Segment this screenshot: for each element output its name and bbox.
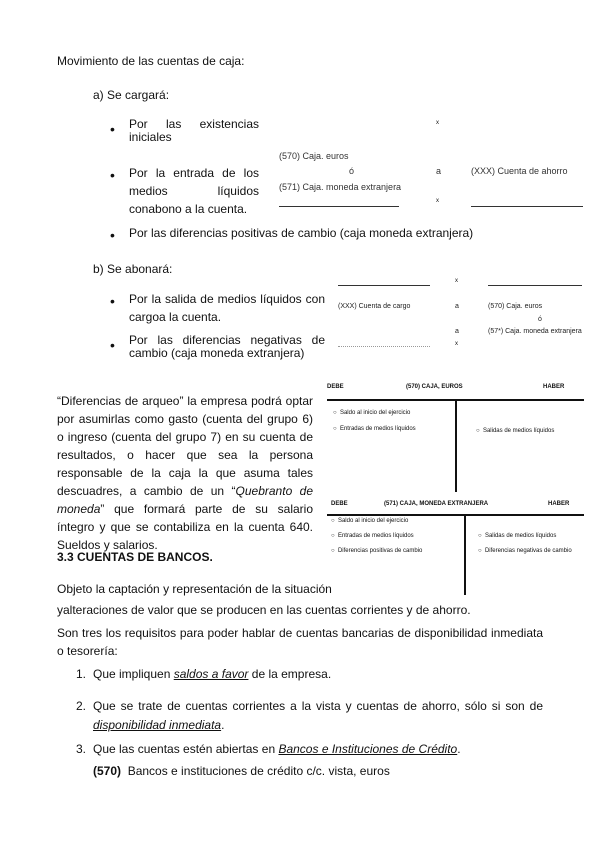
abonara-title: b) Se abonará: [93,262,173,276]
account-570: (570) Bancos e instituciones de crédito c/c. vista, euros [93,764,390,778]
t2-debit-item: ○ Entradas de medios líquidos [331,533,414,539]
t1-debe: DEBE [327,384,344,390]
requisitos-paragraph: Son tres los requisitos para poder hablar de cuentas bancarias de disponibilidad inmediata o tesorería: [57,626,543,658]
entry2-x-bottom: x [455,341,458,347]
entry2-o: ó [538,316,542,323]
abonara-item-1: Por la salida de medios líquidos con cargoa la cuenta. [129,292,325,324]
list-number: 3. [76,742,87,756]
cargara-title: a) Se cargará: [93,88,170,102]
objeto-line-1: Objeto la captación y representación de la situación [57,582,332,596]
t1-debit-item: ○ Saldo al inicio del ejercicio [333,410,411,416]
t2-haber: HABER [548,501,570,507]
cargara-item-3: Por las diferencias positivas de cambio (caja moneda extranjera) [129,226,474,240]
t2-top-line [327,514,584,516]
entry2-left-line-bottom [338,346,430,347]
heading: Movimiento de las cuentas de caja: [57,54,245,68]
t1-divider [455,400,457,492]
entry1-left-line [279,206,399,207]
t2-credit-item: ○ Salidas de medios líquidos [478,533,557,539]
requisito-3: Que las cuentas estén abiertas en Bancos e Instituciones de Crédito. [93,742,461,756]
entry2-a: a [455,303,459,310]
cargara-item-2: Por la entrada de los medios líquidos conabono a la cuenta. [129,166,259,216]
t2-debit-item: ○ Saldo al inicio del ejercicio [331,518,409,524]
requisito-1: Que impliquen saldos a favor de la empresa. [93,667,332,681]
entry2-right-line [488,285,582,286]
t2-debe: DEBE [331,501,348,507]
requisito-2: Que se trate de cuentas corrientes a la vista y cuentas de ahorro, sólo si son de disponibilidad inmediata. [93,699,543,732]
entry1-a: a [436,166,442,176]
entry2-credit-2: (57*) Caja. moneda extranjera [488,328,582,335]
entry1-right-line [471,206,583,207]
section-title: 3.3 CUENTAS DE BANCOS. [57,550,213,564]
t1-title: (570) CAJA, EUROS [406,384,463,390]
bullet: • [110,337,115,353]
entry2-debit: (XXX) Cuenta de cargo [338,303,411,310]
t2-title: (571) CAJA, MONEDA EXTRANJERA [384,501,489,507]
entry1-x-top: x [436,120,439,126]
list-number: 1. [76,667,87,681]
entry1-x-bottom: x [436,198,439,204]
t2-credit-item: ○ Diferencias negativas de cambio [478,548,572,554]
abonara-item-2: Por las diferencias negativas de cambio (caja moneda extranjera) [129,333,325,360]
entry2-x-top: x [455,278,458,284]
objeto-line-2: yalteraciones de valor que se producen en las cuentas corrientes y de ahorro. [57,603,471,617]
bullet: • [110,121,115,137]
entry1-credit: (XXX) Cuenta de ahorro [471,166,568,176]
entry2-left-line [338,285,430,286]
entry1-debit-1: (570) Caja. euros [279,151,349,161]
t1-credit-item: ○ Salidas de medios líquidos [476,428,555,434]
cargara-item-1: Por las existencias iniciales [129,117,259,144]
t2-debit-item: ○ Diferencias positivas de cambio [331,548,423,554]
bullet: • [110,293,115,309]
bullet: • [110,167,115,183]
entry1-o: ó [349,166,355,176]
entry2-credit-1: (570) Caja. euros [488,303,543,310]
t2-divider [464,515,466,595]
t1-haber: HABER [543,384,565,390]
list-number: 2. [76,699,87,713]
bullet: • [110,227,115,243]
t1-debit-item: ○ Entradas de medios líquidos [333,426,416,432]
entry2-a-2: a [455,328,459,335]
arqueo-paragraph: “Diferencias de arqueo” la empresa podrá optar por asumirlas como gasto (cuenta del grupo 6) o ingreso (cuenta del grupo 7) en su cuenta de resultados, o hacer que sea la persona responsable de la caja la que asuma tales descuadres, a cambio de un “Quebranto de moneda” que formará parte de su salario íntegro y que se contabiliza en la cuenta 640. Sueldos y salarios. [57,394,314,552]
entry1-debit-2: (571) Caja. moneda extranjera [279,182,402,192]
